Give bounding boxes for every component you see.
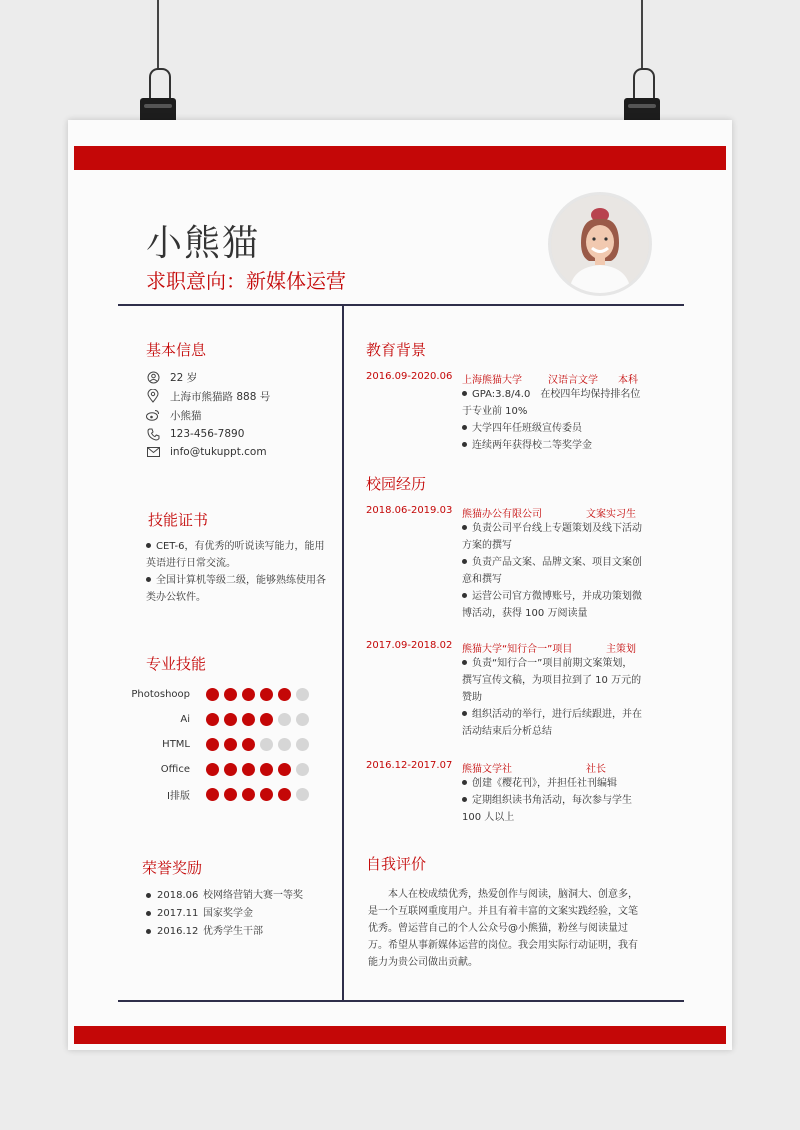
campus-org-1: 熊猫办公有限公司 [462, 509, 542, 520]
skill-dot-empty [296, 738, 309, 751]
skill-dot-filled [206, 713, 219, 726]
skill-row [118, 711, 314, 727]
skill-dot-filled [278, 688, 291, 701]
skill-dot-empty [260, 738, 273, 751]
list-item: CET-6，有优秀的听说读写能力，能用英语进行日常交流。 [146, 541, 325, 569]
skill-row [118, 736, 314, 752]
skill-dot-filled [206, 688, 219, 701]
list-item: 2018.06 校网络营销大赛一等奖 [146, 886, 303, 901]
skill-dot-filled [206, 763, 219, 776]
campus-role-1: 文案实习生 [586, 509, 636, 520]
skill-label: Ai [180, 713, 190, 725]
skill-dot-filled [260, 713, 273, 726]
campus-details-2 [462, 655, 642, 740]
list-item: 全国计算机等级二级，能够熟练使用各类办公软件。 [146, 575, 326, 603]
skill-dot-empty [296, 688, 309, 701]
section-title-education: 教育背景 [366, 341, 427, 359]
skill-dot-filled [242, 713, 255, 726]
list-item: 运营公司官方微博账号，并成功策划微博活动，获得 100 万阅读量 [462, 591, 642, 619]
education-school: 上海熊猫大学 [462, 375, 522, 386]
list-item: 定期组织读书角活动，每次参与学生 100 人以上 [462, 795, 632, 823]
skill-dot-empty [278, 738, 291, 751]
section-title-basic-info: 基本信息 [146, 341, 207, 359]
bottom-accent-bar [74, 1026, 726, 1044]
skill-row [118, 786, 314, 802]
section-title-skills: 专业技能 [146, 655, 207, 673]
candidate-name: 小熊猫 [146, 223, 261, 264]
campus-role-2: 主策划 [606, 644, 636, 655]
top-accent-bar [74, 146, 726, 170]
hanging-wire-right [641, 0, 643, 70]
campus-date-1: 2018.06-2019.03 [366, 505, 453, 516]
skill-dot-empty [296, 713, 309, 726]
section-title-honors: 荣誉奖励 [142, 859, 203, 877]
skill-dot-filled [260, 763, 273, 776]
weibo-icon [146, 408, 160, 422]
skill-label: HTML [162, 738, 190, 750]
education-details [462, 386, 642, 454]
info-weibo-text: 小熊猫 [170, 409, 202, 422]
campus-date-2: 2017.09-2018.02 [366, 640, 453, 651]
campus-details-3 [462, 775, 642, 826]
hanging-wire-left [157, 0, 159, 70]
location-pin-icon [146, 389, 160, 403]
avatar [548, 192, 652, 296]
top-divider [118, 304, 684, 306]
skill-dot-filled [242, 788, 255, 801]
info-email-text: info@tukuppt.com [170, 446, 267, 458]
email-icon [146, 445, 160, 459]
resume-paper [68, 120, 732, 1050]
skill-dot-filled [206, 738, 219, 751]
list-item: 负责产品文案、品牌文案、项目文案创意和撰写 [462, 557, 642, 585]
list-item: 负责“知行合一”项目前期文案策划，撰写宣传文稿，为项目拉到了 10 万元的赞助 [462, 658, 642, 703]
list-item: 负责公司平台线上专题策划及线下活动方案的撰写 [462, 523, 642, 551]
info-address [146, 387, 270, 405]
list-item: 2016.12 优秀学生干部 [146, 922, 263, 937]
section-title-campus: 校园经历 [366, 475, 427, 493]
skill-dot-filled [224, 688, 237, 701]
skill-dot-filled [242, 738, 255, 751]
skill-dot-filled [224, 763, 237, 776]
skill-row [118, 761, 314, 777]
skill-dot-filled [224, 713, 237, 726]
skill-label: I排版 [167, 790, 190, 802]
info-age [146, 368, 197, 386]
info-email [146, 443, 267, 461]
skill-dot-filled [206, 788, 219, 801]
user-icon [146, 370, 160, 384]
skill-row [118, 686, 314, 702]
info-weibo [146, 406, 202, 424]
list-item: 组织活动的举行，进行后续跟进，并在活动结束后分析总结 [462, 709, 642, 737]
bottom-divider [118, 1000, 684, 1002]
skill-dot-empty [296, 788, 309, 801]
skill-label: Office [160, 763, 190, 775]
campus-org-3: 熊猫文学社 [462, 764, 512, 775]
column-divider [342, 306, 344, 1000]
list-item: 连续两年获得校二等奖学金 [462, 437, 642, 454]
certificate-list [146, 538, 326, 606]
job-intent: 求职意向：新媒体运营 [146, 269, 346, 293]
list-item: 2017.11 国家奖学金 [146, 904, 253, 919]
campus-details-1 [462, 520, 642, 622]
info-phone [146, 425, 244, 443]
section-title-certificates: 技能证书 [148, 511, 209, 529]
skill-dot-empty [278, 713, 291, 726]
skill-dot-filled [224, 738, 237, 751]
skill-dot-filled [260, 688, 273, 701]
info-phone-text: 123-456-7890 [170, 428, 245, 440]
list-item: GPA:3.8/4.0 在校四年均保持排名位于专业前 10% [462, 389, 641, 417]
campus-role-3: 社长 [586, 764, 606, 775]
skill-dot-empty [296, 763, 309, 776]
skill-dot-filled [260, 788, 273, 801]
campus-date-3: 2016.12-2017.07 [366, 760, 453, 771]
education-major: 汉语言文学 [548, 375, 598, 386]
phone-icon [146, 427, 160, 441]
skill-dot-filled [278, 763, 291, 776]
education-degree: 本科 [618, 375, 638, 386]
self-eval-text: 本人在校成绩优秀，热爱创作与阅读，脑洞大、创意多，是一个互联网重度用户。并且有着丰富的文案实践经验，文笔优秀。曾运营自己的个人公众号@小熊猫，粉丝与阅读量过万。希望从事新媒体运营的岗位。我会用实际行动证明，我有能力为贵公司做出贡献。 [368, 889, 638, 968]
section-title-self-eval: 自我评价 [366, 855, 427, 873]
education-date: 2016.09-2020.06 [366, 371, 453, 382]
skill-dot-filled [278, 788, 291, 801]
info-address-text: 上海市熊猫路 888 号 [170, 390, 271, 403]
list-item: 创建《樱花刊》，并担任社刊编辑 [462, 775, 642, 792]
campus-org-2: 熊猫大学“知行合一”项目 [462, 644, 573, 655]
skill-dot-filled [242, 763, 255, 776]
info-age-text: 22 岁 [170, 371, 198, 384]
skill-label: Photoshoop [131, 688, 190, 700]
skill-dot-filled [242, 688, 255, 701]
list-item: 大学四年任班级宣传委员 [462, 420, 642, 437]
skill-dot-filled [224, 788, 237, 801]
